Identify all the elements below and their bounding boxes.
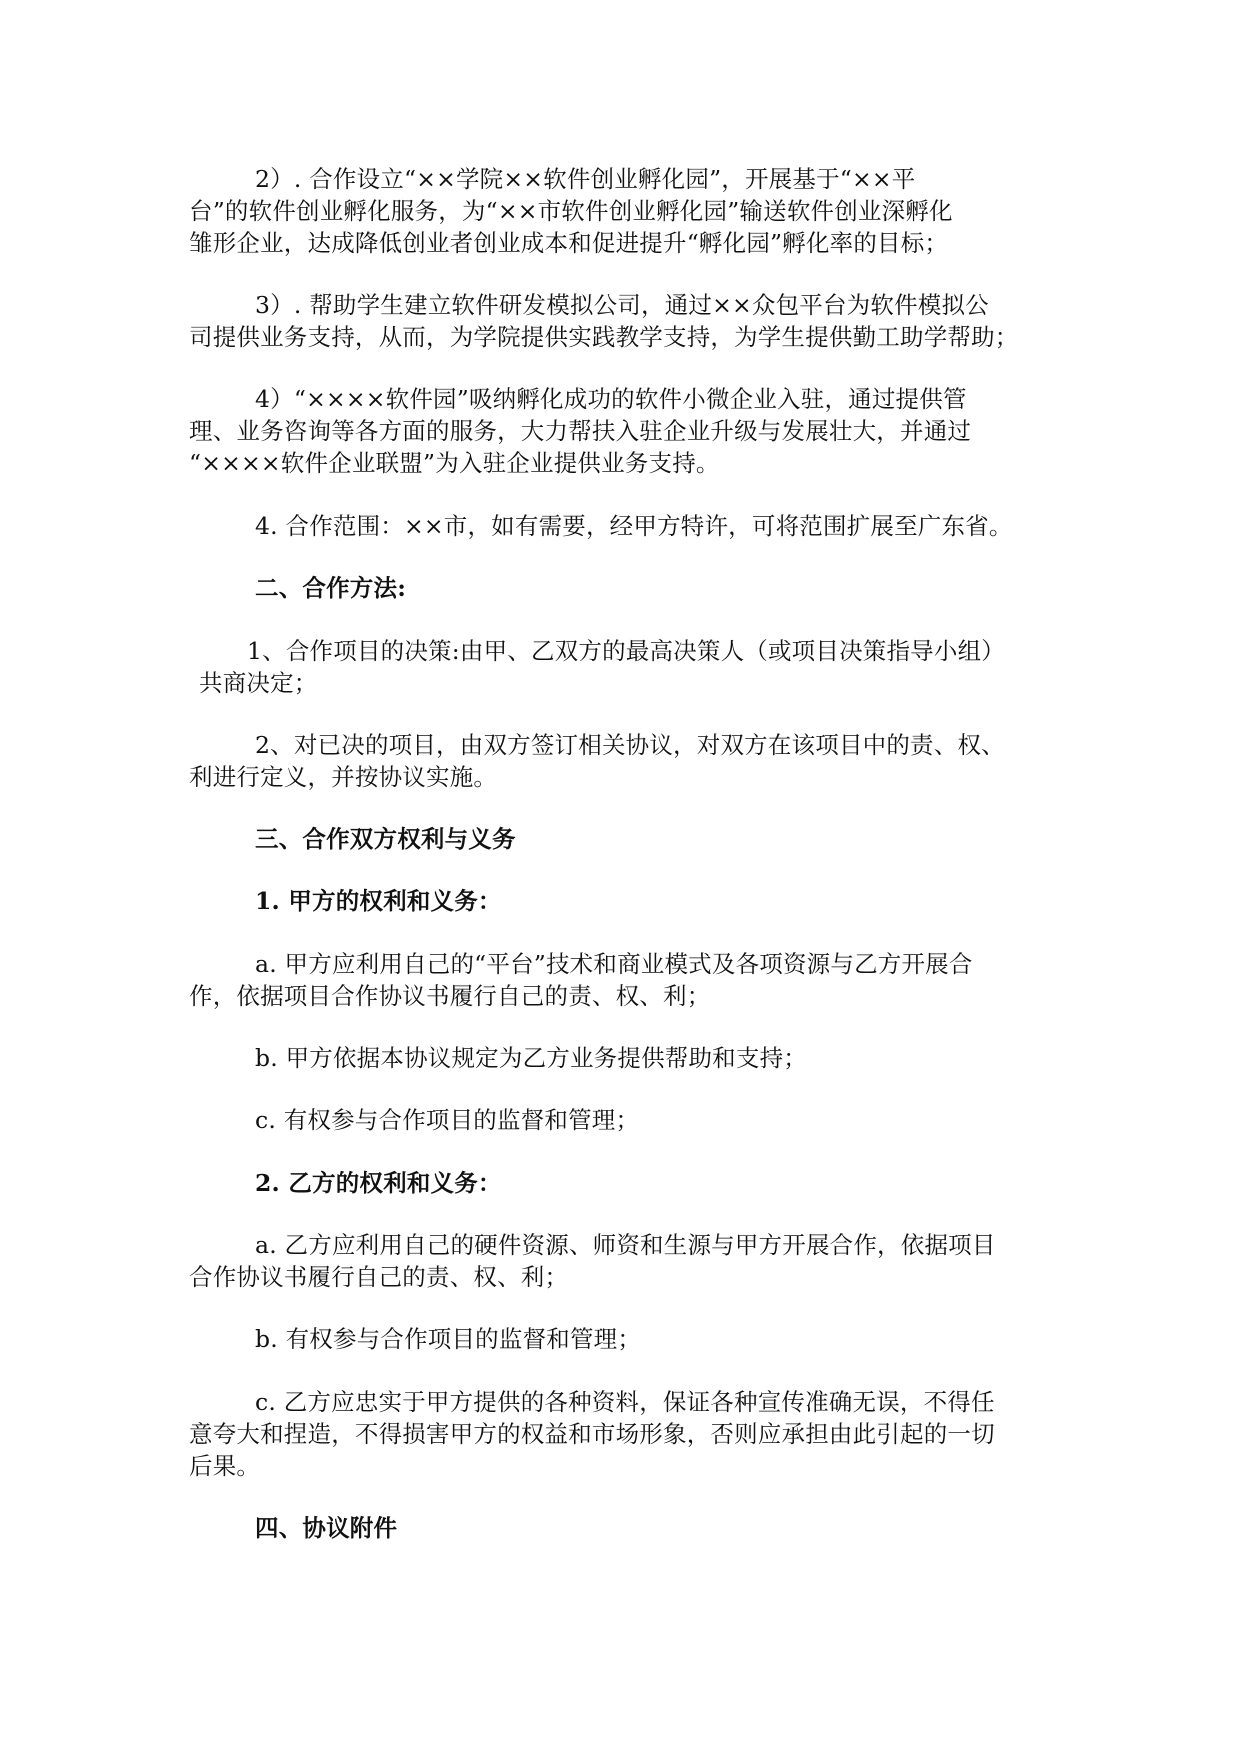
text-line: 3）. 帮助学生建立软件研发模拟公司，通过××众包平台为软件模拟公 (255, 291, 989, 319)
heading-text: 2. 乙方的权利和义务： (255, 1169, 502, 1197)
text-line: c. 有权参与合作项目的监督和管理； (255, 1106, 640, 1134)
paragraph-party-a-c (189, 1104, 1069, 1136)
paragraph-method-2 (189, 729, 1069, 793)
text-line: 4. 合作范围：××市，如有需要，经甲方特许，可将范围扩展至广东省。 (255, 512, 1013, 540)
text-line: 2）. 合作设立“××学院××软件创业孵化园”，开展基于“××平 (255, 165, 916, 193)
section-heading-cooperation-method (189, 572, 1069, 604)
heading-text: 二、合作方法: (255, 574, 407, 602)
heading-text: 三、合作双方权利与义务 (255, 825, 516, 853)
text-line: 台”的软件创业孵化服务，为“××市软件创业孵化园”输送软件创业深孵化 (189, 197, 953, 225)
text-line: 作，依据项目合作协议书履行自己的责、权、利； (189, 982, 711, 1010)
paragraph-item-3 (189, 289, 1069, 353)
text-line: 共商决定； (199, 669, 318, 697)
text-line: 意夸大和捏造，不得损害甲方的权益和市场形象，否则应承担由此引起的一切 (189, 1420, 995, 1448)
text-line: b. 甲方依据本协议规定为乙方业务提供帮助和支持； (255, 1044, 807, 1072)
text-line: “××××软件企业联盟”为入驻企业提供业务支持。 (189, 449, 720, 477)
paragraph-party-b-c (189, 1386, 1069, 1482)
paragraph-party-a-a (189, 948, 1069, 1012)
heading-text: 1. 甲方的权利和义务： (255, 887, 502, 915)
text-line: 司提供业务支持，从而，为学院提供实践教学支持，为学生提供勤工助学帮助； (189, 323, 1019, 351)
section-heading-rights-obligations (189, 823, 1069, 855)
paragraph-party-b-b (189, 1323, 1069, 1355)
text-line: c. 乙方应忠实于甲方提供的各种资料，保证各种宣传准确无误，不得任 (255, 1388, 995, 1416)
paragraph-method-1 (189, 635, 1069, 699)
paragraph-scope (189, 510, 1069, 542)
heading-text: 四、协议附件 (255, 1514, 398, 1542)
text-line: 2、对已决的项目，由双方签订相关协议，对双方在该项目中的责、权、 (255, 731, 1005, 759)
text-line: 理、业务咨询等各方面的服务，大力帮扶入驻企业升级与发展壮大，并通过 (189, 417, 972, 445)
subheading-party-b (189, 1167, 1069, 1199)
text-line: 雏形企业，达成降低创业者创业成本和促进提升“孵化园”孵化率的目标； (189, 229, 949, 257)
text-line: 利进行定义，并按协议实施。 (189, 763, 498, 791)
paragraph-party-a-b (189, 1042, 1069, 1074)
text-line: 后果。 (189, 1452, 261, 1480)
paragraph-item-2 (189, 163, 1069, 259)
text-line: a. 乙方应利用自己的硬件资源、师资和生源与甲方开展合作，依据项目 (255, 1231, 996, 1259)
paragraph-item-4 (189, 383, 1069, 479)
text-line: 合作协议书履行自己的责、权、利； (189, 1263, 569, 1291)
text-line: 1、合作项目的决策:由甲、乙双方的最高决策人（或项目决策指导小组） (247, 637, 1005, 665)
text-line: b. 有权参与合作项目的监督和管理； (255, 1325, 642, 1353)
paragraph-party-b-a (189, 1229, 1069, 1293)
document-page (189, 0, 1069, 1754)
text-line: 4）“××××软件园”吸纳孵化成功的软件小微企业入驻，通过提供管 (255, 385, 967, 413)
text-line: a. 甲方应利用自己的“平台”技术和商业模式及各项资源与乙方开展合 (255, 950, 973, 978)
section-heading-attachments (189, 1512, 1069, 1544)
subheading-party-a (189, 885, 1069, 917)
